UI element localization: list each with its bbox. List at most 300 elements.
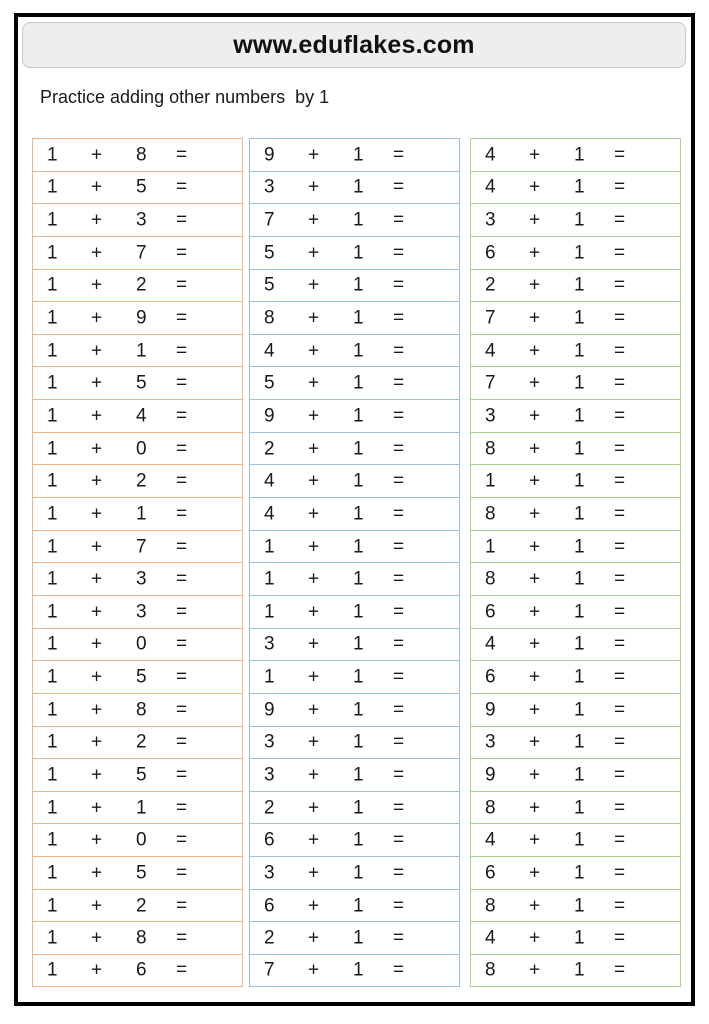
addend-1: 5: [264, 242, 275, 264]
addend-2: 1: [574, 959, 585, 981]
plus-sign: +: [91, 731, 103, 753]
plus-sign: +: [91, 176, 103, 198]
plus-sign: +: [91, 797, 103, 819]
problem-row: [470, 138, 681, 171]
plus-sign: +: [308, 829, 320, 851]
problem-row: [249, 301, 460, 334]
problem-row: [32, 628, 243, 661]
problem-row: [470, 562, 681, 595]
problem-row: [249, 530, 460, 563]
addend-2: 1: [353, 666, 364, 688]
problem-row: [249, 758, 460, 791]
plus-sign: +: [308, 731, 320, 753]
addend-2: 1: [353, 959, 364, 981]
equals-sign: =: [393, 895, 405, 917]
problem-column-2: [249, 138, 460, 987]
addend-1: 1: [264, 666, 275, 688]
equals-sign: =: [614, 862, 626, 884]
problem-row: [32, 497, 243, 530]
addend-2: 1: [574, 797, 585, 819]
addend-2: 1: [353, 438, 364, 460]
problem-row: [470, 726, 681, 759]
problem-row: [470, 889, 681, 922]
problem-row: [32, 595, 243, 628]
equals-sign: =: [176, 438, 188, 460]
addend-1: 1: [47, 340, 58, 362]
addend-1: 9: [264, 699, 275, 721]
addend-1: 4: [485, 340, 496, 362]
equals-sign: =: [393, 438, 405, 460]
plus-sign: +: [308, 797, 320, 819]
addend-1: 4: [485, 927, 496, 949]
addend-2: 1: [574, 699, 585, 721]
problem-row: [249, 236, 460, 269]
plus-sign: +: [308, 895, 320, 917]
addend-2: 1: [574, 307, 585, 329]
equals-sign: =: [393, 959, 405, 981]
equals-sign: =: [614, 307, 626, 329]
addend-1: 1: [47, 601, 58, 623]
addend-2: 2: [136, 731, 147, 753]
problem-row: [249, 366, 460, 399]
plus-sign: +: [529, 601, 541, 623]
addend-2: 8: [136, 144, 147, 166]
problem-row: [470, 366, 681, 399]
addend-2: 1: [574, 274, 585, 296]
equals-sign: =: [614, 144, 626, 166]
plus-sign: +: [91, 959, 103, 981]
equals-sign: =: [614, 731, 626, 753]
equals-sign: =: [176, 274, 188, 296]
equals-sign: =: [614, 927, 626, 949]
plus-sign: +: [91, 699, 103, 721]
addend-1: 1: [47, 307, 58, 329]
equals-sign: =: [614, 470, 626, 492]
plus-sign: +: [529, 927, 541, 949]
equals-sign: =: [614, 503, 626, 525]
equals-sign: =: [614, 633, 626, 655]
problem-row: [32, 954, 243, 987]
plus-sign: +: [308, 503, 320, 525]
plus-sign: +: [308, 666, 320, 688]
equals-sign: =: [176, 144, 188, 166]
addend-2: 1: [353, 242, 364, 264]
addend-2: 1: [353, 470, 364, 492]
addend-1: 6: [485, 242, 496, 264]
problem-row: [249, 726, 460, 759]
addend-2: 1: [353, 274, 364, 296]
problem-row: [249, 171, 460, 204]
problem-row: [470, 203, 681, 236]
addend-2: 1: [353, 699, 364, 721]
problem-row: [249, 138, 460, 171]
problem-row: [32, 726, 243, 759]
equals-sign: =: [393, 503, 405, 525]
plus-sign: +: [91, 405, 103, 427]
problem-row: [32, 138, 243, 171]
addend-1: 1: [47, 927, 58, 949]
equals-sign: =: [393, 601, 405, 623]
addend-2: 1: [353, 372, 364, 394]
addend-2: 1: [574, 764, 585, 786]
problem-row: [249, 889, 460, 922]
problem-row: [32, 432, 243, 465]
addend-2: 1: [574, 829, 585, 851]
addend-1: 1: [47, 666, 58, 688]
addend-2: 1: [574, 536, 585, 557]
addend-1: 1: [47, 405, 58, 427]
equals-sign: =: [176, 731, 188, 753]
addend-2: 1: [353, 862, 364, 884]
problem-row: [470, 856, 681, 889]
equals-sign: =: [614, 242, 626, 264]
addend-1: 4: [264, 503, 275, 525]
plus-sign: +: [529, 503, 541, 525]
problem-row: [470, 921, 681, 954]
addend-2: 3: [136, 601, 147, 623]
addend-1: 7: [485, 372, 496, 394]
problem-row: [470, 693, 681, 726]
equals-sign: =: [614, 372, 626, 394]
addend-1: 1: [47, 176, 58, 198]
plus-sign: +: [91, 895, 103, 917]
worksheet-instructions: Practice adding other numbers by 1: [40, 87, 330, 107]
plus-sign: +: [308, 536, 320, 557]
problem-column-1: [32, 138, 243, 987]
equals-sign: =: [393, 666, 405, 688]
equals-sign: =: [393, 307, 405, 329]
equals-sign: =: [614, 797, 626, 819]
problem-row: [249, 660, 460, 693]
addend-1: 1: [47, 209, 58, 231]
addend-1: 1: [47, 959, 58, 981]
site-title: www.eduflakes.com: [233, 30, 475, 59]
addend-1: 3: [264, 731, 275, 753]
equals-sign: =: [614, 209, 626, 231]
addend-1: 1: [47, 274, 58, 296]
addend-1: 8: [264, 307, 275, 329]
problem-row: [32, 823, 243, 856]
equals-sign: =: [176, 536, 188, 557]
addend-1: 1: [264, 601, 275, 623]
plus-sign: +: [308, 601, 320, 623]
addend-2: 1: [574, 927, 585, 949]
equals-sign: =: [176, 405, 188, 427]
addend-1: 7: [264, 959, 275, 981]
problem-row: [32, 758, 243, 791]
problem-column-3: [470, 138, 681, 987]
addend-1: 1: [47, 503, 58, 525]
addend-1: 1: [47, 895, 58, 917]
addend-1: 5: [264, 274, 275, 296]
problem-row: [470, 269, 681, 302]
addend-1: 1: [47, 438, 58, 460]
problem-row: [470, 497, 681, 530]
addend-2: 5: [136, 764, 147, 786]
addend-1: 1: [47, 764, 58, 786]
problem-row: [470, 791, 681, 824]
equals-sign: =: [393, 829, 405, 851]
addend-2: 4: [136, 405, 147, 427]
plus-sign: +: [91, 666, 103, 688]
plus-sign: +: [529, 895, 541, 917]
equals-sign: =: [393, 568, 405, 590]
addend-1: 1: [47, 829, 58, 851]
addend-2: 1: [353, 797, 364, 819]
equals-sign: =: [393, 699, 405, 721]
addend-1: 8: [485, 959, 496, 981]
equals-sign: =: [393, 176, 405, 198]
equals-sign: =: [393, 144, 405, 166]
equals-sign: =: [176, 503, 188, 525]
addend-2: 5: [136, 666, 147, 688]
addend-1: 1: [47, 372, 58, 394]
problem-row: [32, 921, 243, 954]
addend-2: 1: [574, 862, 585, 884]
plus-sign: +: [308, 959, 320, 981]
addend-2: 1: [574, 731, 585, 753]
plus-sign: +: [91, 438, 103, 460]
equals-sign: =: [176, 699, 188, 721]
addend-2: 1: [574, 340, 585, 362]
addend-2: 3: [136, 209, 147, 231]
problem-row: [470, 334, 681, 367]
problem-row: [249, 334, 460, 367]
problem-row: [470, 823, 681, 856]
equals-sign: =: [614, 666, 626, 688]
addend-2: 1: [353, 829, 364, 851]
problem-row: [470, 301, 681, 334]
equals-sign: =: [393, 470, 405, 492]
problem-row: [249, 921, 460, 954]
equals-sign: =: [393, 209, 405, 231]
plus-sign: +: [529, 176, 541, 198]
equals-sign: =: [176, 959, 188, 981]
problem-row: [249, 791, 460, 824]
problem-row: [32, 269, 243, 302]
equals-sign: =: [614, 340, 626, 362]
addend-1: 8: [485, 568, 496, 590]
problem-row: [470, 464, 681, 497]
addend-2: 7: [136, 242, 147, 264]
addend-2: 1: [353, 536, 364, 557]
equals-sign: =: [614, 536, 626, 557]
equals-sign: =: [176, 764, 188, 786]
equals-sign: =: [614, 176, 626, 198]
addend-2: 1: [353, 568, 364, 590]
addend-2: 1: [353, 209, 364, 231]
plus-sign: +: [91, 372, 103, 394]
addend-1: 1: [47, 242, 58, 264]
plus-sign: +: [308, 862, 320, 884]
equals-sign: =: [176, 927, 188, 949]
plus-sign: +: [308, 699, 320, 721]
addend-2: 1: [353, 405, 364, 427]
addend-1: 6: [264, 895, 275, 917]
equals-sign: =: [176, 895, 188, 917]
equals-sign: =: [614, 829, 626, 851]
plus-sign: +: [308, 405, 320, 427]
addend-1: 1: [485, 470, 496, 492]
addend-1: 9: [264, 144, 275, 166]
addend-2: 1: [574, 176, 585, 198]
plus-sign: +: [91, 503, 103, 525]
addend-2: 5: [136, 372, 147, 394]
plus-sign: +: [529, 568, 541, 590]
addend-1: 9: [485, 699, 496, 721]
plus-sign: +: [529, 340, 541, 362]
problem-row: [249, 203, 460, 236]
addend-2: 1: [574, 895, 585, 917]
addend-1: 5: [264, 372, 275, 394]
plus-sign: +: [91, 209, 103, 231]
plus-sign: +: [91, 536, 103, 557]
addend-1: 9: [485, 764, 496, 786]
addend-1: 1: [47, 862, 58, 884]
plus-sign: +: [308, 470, 320, 492]
equals-sign: =: [176, 829, 188, 851]
plus-sign: +: [91, 568, 103, 590]
addend-1: 3: [485, 209, 496, 231]
addend-1: 4: [485, 176, 496, 198]
problem-row: [249, 954, 460, 987]
addend-2: 1: [574, 601, 585, 623]
problem-row: [32, 889, 243, 922]
addend-2: 6: [136, 959, 147, 981]
addend-2: 1: [353, 764, 364, 786]
plus-sign: +: [529, 666, 541, 688]
addend-2: 0: [136, 438, 147, 460]
header-banner: [22, 22, 686, 68]
addend-1: 4: [264, 340, 275, 362]
plus-sign: +: [91, 601, 103, 623]
addend-1: 3: [485, 405, 496, 427]
addend-1: 8: [485, 438, 496, 460]
equals-sign: =: [176, 862, 188, 884]
addend-2: 1: [574, 372, 585, 394]
addend-2: 3: [136, 568, 147, 590]
problem-row: [32, 464, 243, 497]
addend-1: 1: [47, 536, 58, 557]
addend-1: 1: [47, 633, 58, 655]
problem-row: [470, 236, 681, 269]
addend-1: 1: [485, 536, 496, 557]
equals-sign: =: [176, 568, 188, 590]
addend-1: 1: [47, 470, 58, 492]
addend-2: 5: [136, 862, 147, 884]
addend-2: 8: [136, 699, 147, 721]
equals-sign: =: [176, 242, 188, 264]
equals-sign: =: [614, 699, 626, 721]
addend-2: 1: [353, 503, 364, 525]
plus-sign: +: [308, 568, 320, 590]
plus-sign: +: [529, 209, 541, 231]
addend-1: 3: [264, 764, 275, 786]
equals-sign: =: [393, 862, 405, 884]
addend-1: 4: [485, 144, 496, 166]
plus-sign: +: [308, 764, 320, 786]
addend-2: 1: [574, 633, 585, 655]
plus-sign: +: [91, 274, 103, 296]
addend-2: 1: [574, 503, 585, 525]
plus-sign: +: [308, 927, 320, 949]
plus-sign: +: [529, 731, 541, 753]
plus-sign: +: [529, 959, 541, 981]
problem-row: [249, 595, 460, 628]
problem-row: [249, 432, 460, 465]
addend-1: 1: [47, 144, 58, 166]
addend-1: 9: [264, 405, 275, 427]
equals-sign: =: [614, 601, 626, 623]
addend-1: 4: [485, 829, 496, 851]
addend-2: 2: [136, 274, 147, 296]
addend-2: 7: [136, 536, 147, 557]
equals-sign: =: [176, 797, 188, 819]
plus-sign: +: [91, 307, 103, 329]
addend-2: 1: [353, 633, 364, 655]
addend-2: 2: [136, 895, 147, 917]
plus-sign: +: [529, 405, 541, 427]
plus-sign: +: [529, 797, 541, 819]
plus-sign: +: [308, 340, 320, 362]
addend-2: 8: [136, 927, 147, 949]
addend-1: 7: [485, 307, 496, 329]
problem-row: [32, 530, 243, 563]
problem-row: [249, 269, 460, 302]
plus-sign: +: [308, 438, 320, 460]
plus-sign: +: [529, 372, 541, 394]
problem-row: [249, 856, 460, 889]
equals-sign: =: [176, 340, 188, 362]
plus-sign: +: [529, 144, 541, 166]
addend-2: 0: [136, 633, 147, 655]
addend-1: 6: [485, 666, 496, 688]
addend-2: 1: [574, 242, 585, 264]
plus-sign: +: [91, 144, 103, 166]
addend-1: 6: [485, 862, 496, 884]
addend-2: 1: [574, 438, 585, 460]
equals-sign: =: [393, 405, 405, 427]
plus-sign: +: [91, 862, 103, 884]
addend-2: 1: [136, 340, 147, 362]
addend-1: 2: [485, 274, 496, 296]
plus-sign: +: [529, 274, 541, 296]
equals-sign: =: [176, 209, 188, 231]
addend-2: 1: [574, 568, 585, 590]
addend-2: 1: [353, 176, 364, 198]
problem-row: [32, 660, 243, 693]
problem-row: [32, 562, 243, 595]
plus-sign: +: [529, 242, 541, 264]
equals-sign: =: [176, 633, 188, 655]
equals-sign: =: [614, 959, 626, 981]
addend-1: 2: [264, 797, 275, 819]
equals-sign: =: [614, 764, 626, 786]
addend-1: 1: [264, 568, 275, 590]
plus-sign: +: [308, 144, 320, 166]
problem-row: [32, 236, 243, 269]
plus-sign: +: [91, 470, 103, 492]
addend-2: 1: [574, 144, 585, 166]
equals-sign: =: [176, 372, 188, 394]
addend-1: 2: [264, 927, 275, 949]
equals-sign: =: [393, 731, 405, 753]
problem-row: [32, 171, 243, 204]
plus-sign: +: [529, 536, 541, 557]
problem-row: [470, 628, 681, 661]
addend-2: 1: [574, 666, 585, 688]
plus-sign: +: [529, 633, 541, 655]
